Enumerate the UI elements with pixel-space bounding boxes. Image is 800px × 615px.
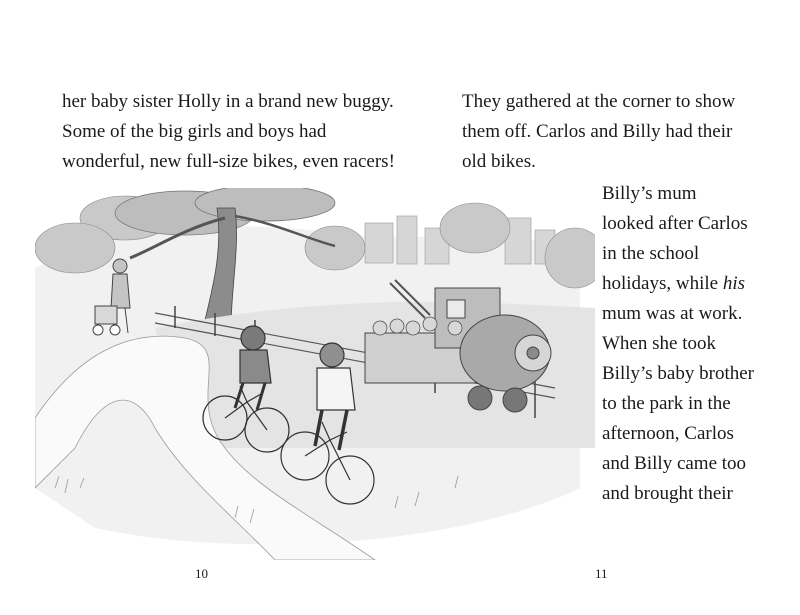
column-line-3: in the school — [602, 243, 700, 264]
page-number-right: 11 — [595, 566, 608, 581]
column-line-6: When she took — [602, 333, 716, 354]
right-text-line-3: old bikes. — [462, 151, 536, 172]
column-line-11: and brought their — [602, 483, 733, 504]
left-text-line-2: Some of the big girls and boys had — [62, 121, 327, 142]
column-line-9: afternoon, Carlos — [602, 423, 734, 444]
right-text-line-1: They gathered at the corner to show — [462, 91, 736, 112]
column-line-10: and Billy came too — [602, 453, 747, 474]
column-line-2: looked after Carlos — [602, 213, 748, 234]
column-line-7: Billy’s baby brother — [602, 363, 754, 384]
column-line-1: Billy’s mum — [602, 183, 697, 204]
left-text-line-1: her baby sister Holly in a brand new buggy. — [62, 91, 394, 112]
column-line-4-text: holidays, while — [602, 273, 719, 294]
column-line-8: to the park in the — [602, 393, 731, 414]
column-line-5: mum was at work. — [602, 303, 743, 324]
park-illustration — [35, 188, 595, 560]
left-text-line-3: wonderful, new full-size bikes, even racers! — [62, 151, 395, 172]
emphasis-word: his — [722, 273, 746, 294]
column-line-4 — [602, 272, 745, 296]
right-text-line-2: them off. Carlos and Billy had their — [462, 121, 733, 142]
page-number-left: 10 — [195, 566, 208, 581]
